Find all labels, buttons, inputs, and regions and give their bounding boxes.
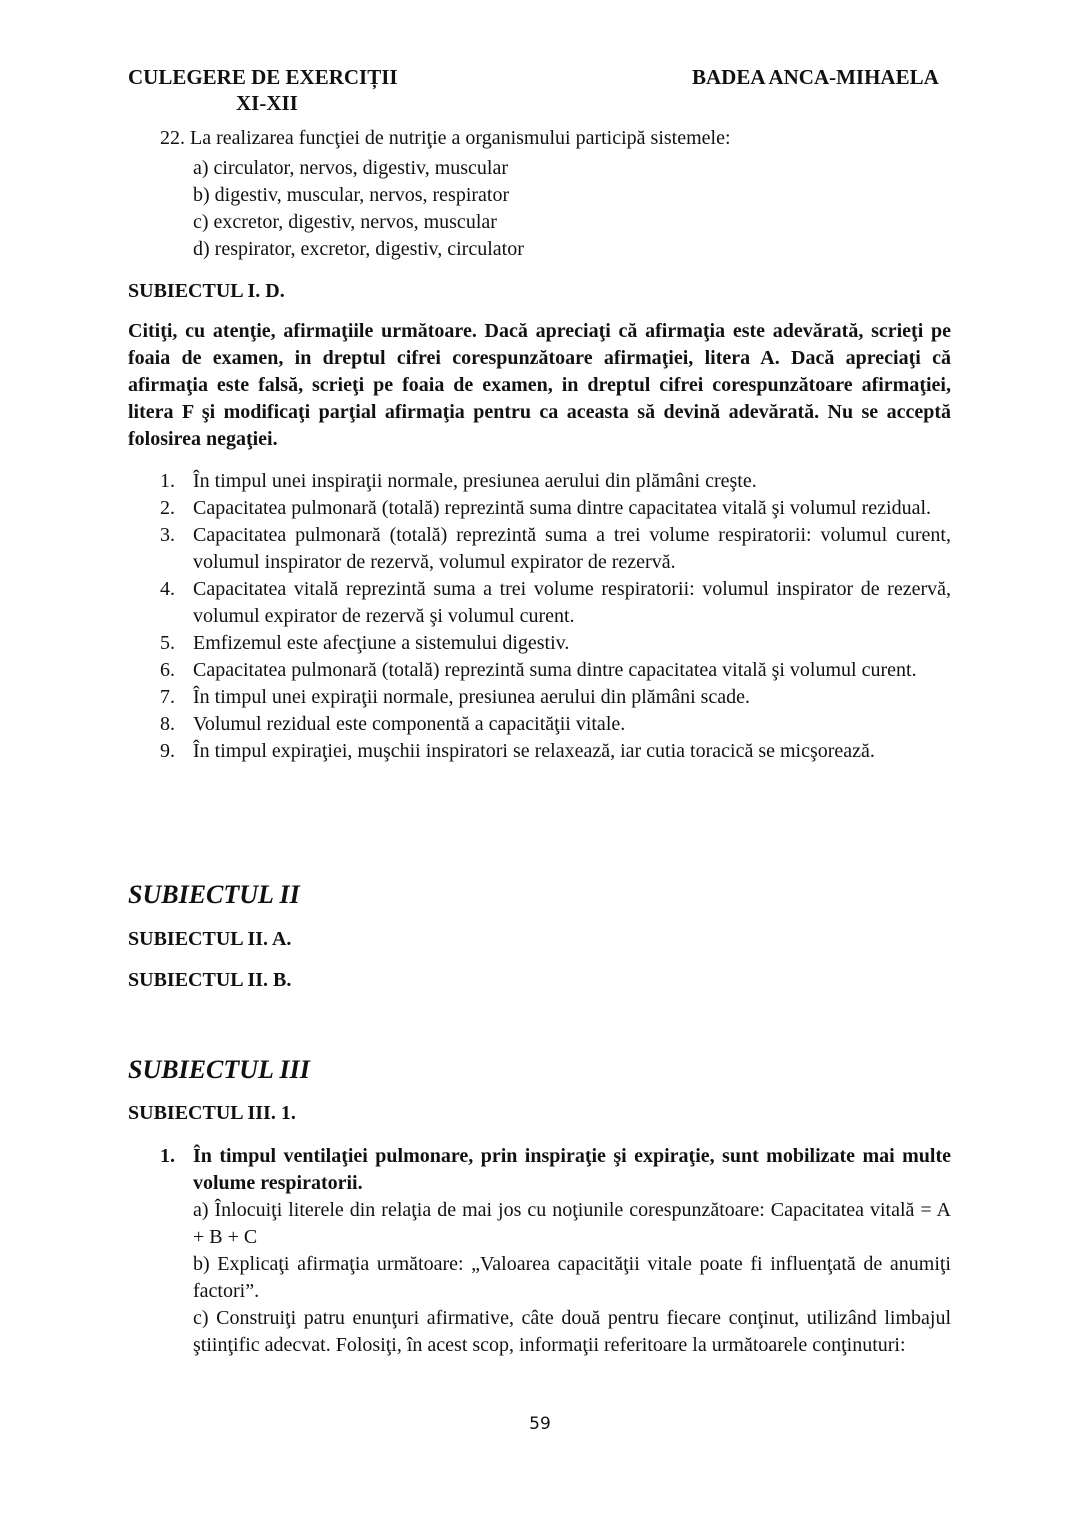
section-i-d-heading: SUBIECTUL I. D. bbox=[128, 280, 285, 302]
header-author: BADEA ANCA-MIHAELA bbox=[692, 65, 939, 89]
statement-number: 1. bbox=[160, 470, 175, 492]
question-22-option-c: c) excretor, digestiv, nervos, muscular bbox=[193, 211, 497, 233]
statement-number: 4. bbox=[160, 578, 175, 600]
statement-number: 7. bbox=[160, 686, 175, 708]
statement-number: 3. bbox=[160, 524, 175, 546]
statement-text: Volumul rezidual este componentă a capacităţii vitale. bbox=[193, 713, 626, 735]
statement-number: 2. bbox=[160, 497, 175, 519]
statement-text: Capacitatea pulmonară (totală) reprezintă suma dintre capacitatea vitală şi volumul rezidual. bbox=[193, 497, 931, 519]
statement-text: Capacitatea pulmonară (totală) reprezintă suma a trei volume respiratorii: volumul curent, volumul inspirator de rezervă, volumul expirator de rezervă. bbox=[193, 524, 951, 573]
header-book-grades: XI-XII bbox=[236, 91, 298, 115]
question-content bbox=[193, 1143, 951, 1359]
statement-number: 8. bbox=[160, 713, 175, 735]
list-item bbox=[150, 522, 951, 576]
section-iii-question-1 bbox=[150, 1143, 951, 1359]
statement-list bbox=[150, 468, 951, 765]
list-item bbox=[150, 684, 951, 711]
section-i-d-instructions: Citiţi, cu atenţie, afirmaţiile următoare. Dacă apreciaţi că afirmaţia este adevărată, scrieţi pe foaia de examen, in dreptul cifrei corespunzătoare afirmaţiei, litera A. Dacă apreciaţi că afirmaţia este falsă, scrieţi pe foaia de examen, in dreptul cifrei corespunzătoare afirmaţiei, litera F şi modificaţi parţial afirmaţia pentru ca aceasta să devină adevărată. Nu se acceptă folosirea negaţiei. bbox=[128, 320, 951, 450]
question-lead: În timpul ventilaţiei pulmonare, prin inspiraţie şi expiraţie, sunt mobilizate mai multe volume respiratorii. bbox=[193, 1145, 951, 1194]
list-item bbox=[150, 495, 951, 522]
list-item bbox=[150, 657, 951, 684]
list-item bbox=[150, 738, 951, 765]
list-item bbox=[150, 576, 951, 630]
statement-number: 9. bbox=[160, 740, 175, 762]
statement-text: În timpul expiraţiei, muşchii inspiratori se relaxează, iar cutia toracică se micşorează. bbox=[193, 740, 875, 762]
question-22-title: 22. La realizarea funcţiei de nutriţie a organismului participă sistemele: bbox=[160, 127, 731, 149]
statement-number: 6. bbox=[160, 659, 175, 681]
statement-text: În timpul unei inspiraţii normale, presiunea aerului din plămâni creşte. bbox=[193, 470, 757, 492]
list-item bbox=[150, 711, 951, 738]
section-ii-a-heading: SUBIECTUL II. A. bbox=[128, 928, 292, 950]
question-part-b: b) Explicaţi afirmaţia următoare: „Valoarea capacităţii vitale poate fi influenţată de anumiţi factori”. bbox=[193, 1253, 951, 1302]
statement-number: 5. bbox=[160, 632, 175, 654]
statement-text: Emfizemul este afecţiune a sistemului digestiv. bbox=[193, 632, 570, 654]
question-22-option-b: b) digestiv, muscular, nervos, respirator bbox=[193, 184, 510, 206]
statement-text: În timpul unei expiraţii normale, presiunea aerului din plămâni scade. bbox=[193, 686, 751, 708]
question-22-option-a: a) circulator, nervos, digestiv, muscular bbox=[193, 157, 509, 179]
list-item bbox=[150, 468, 951, 495]
question-part-a: a) Înlocuiţi literele din relaţia de mai jos cu noţiunile corespunzătoare: Capacitatea vitală = A + B + C bbox=[193, 1199, 951, 1248]
statement-text: Capacitatea pulmonară (totală) reprezintă suma dintre capacitatea vitală şi volumul curent. bbox=[193, 659, 917, 681]
section-ii-heading: SUBIECTUL II bbox=[128, 880, 300, 909]
question-22-option-d: d) respirator, excretor, digestiv, circulator bbox=[193, 238, 524, 260]
statement-text: Capacitatea vitală reprezintă suma a trei volume respiratorii: volumul inspirator de rezervă, volumul expirator de rezervă şi volumul curent. bbox=[193, 578, 951, 627]
header-book-title: CULEGERE DE EXERCIȚII bbox=[128, 65, 398, 89]
section-iii-1-heading: SUBIECTUL III. 1. bbox=[128, 1102, 296, 1124]
section-ii-b-heading: SUBIECTUL II. B. bbox=[128, 969, 292, 991]
question-number: 1. bbox=[160, 1145, 175, 1167]
list-item bbox=[150, 630, 951, 657]
question-part-c: c) Construiţi patru enunţuri afirmative, câte două pentru fiecare conţinut, utilizând limbajul ştiinţific adecvat. Folosiţi, în acest scop, informaţii referitoare la următoarele conţinuturi: bbox=[193, 1307, 951, 1356]
page-number: 59 bbox=[529, 1414, 551, 1434]
section-iii-heading: SUBIECTUL III bbox=[128, 1055, 310, 1084]
